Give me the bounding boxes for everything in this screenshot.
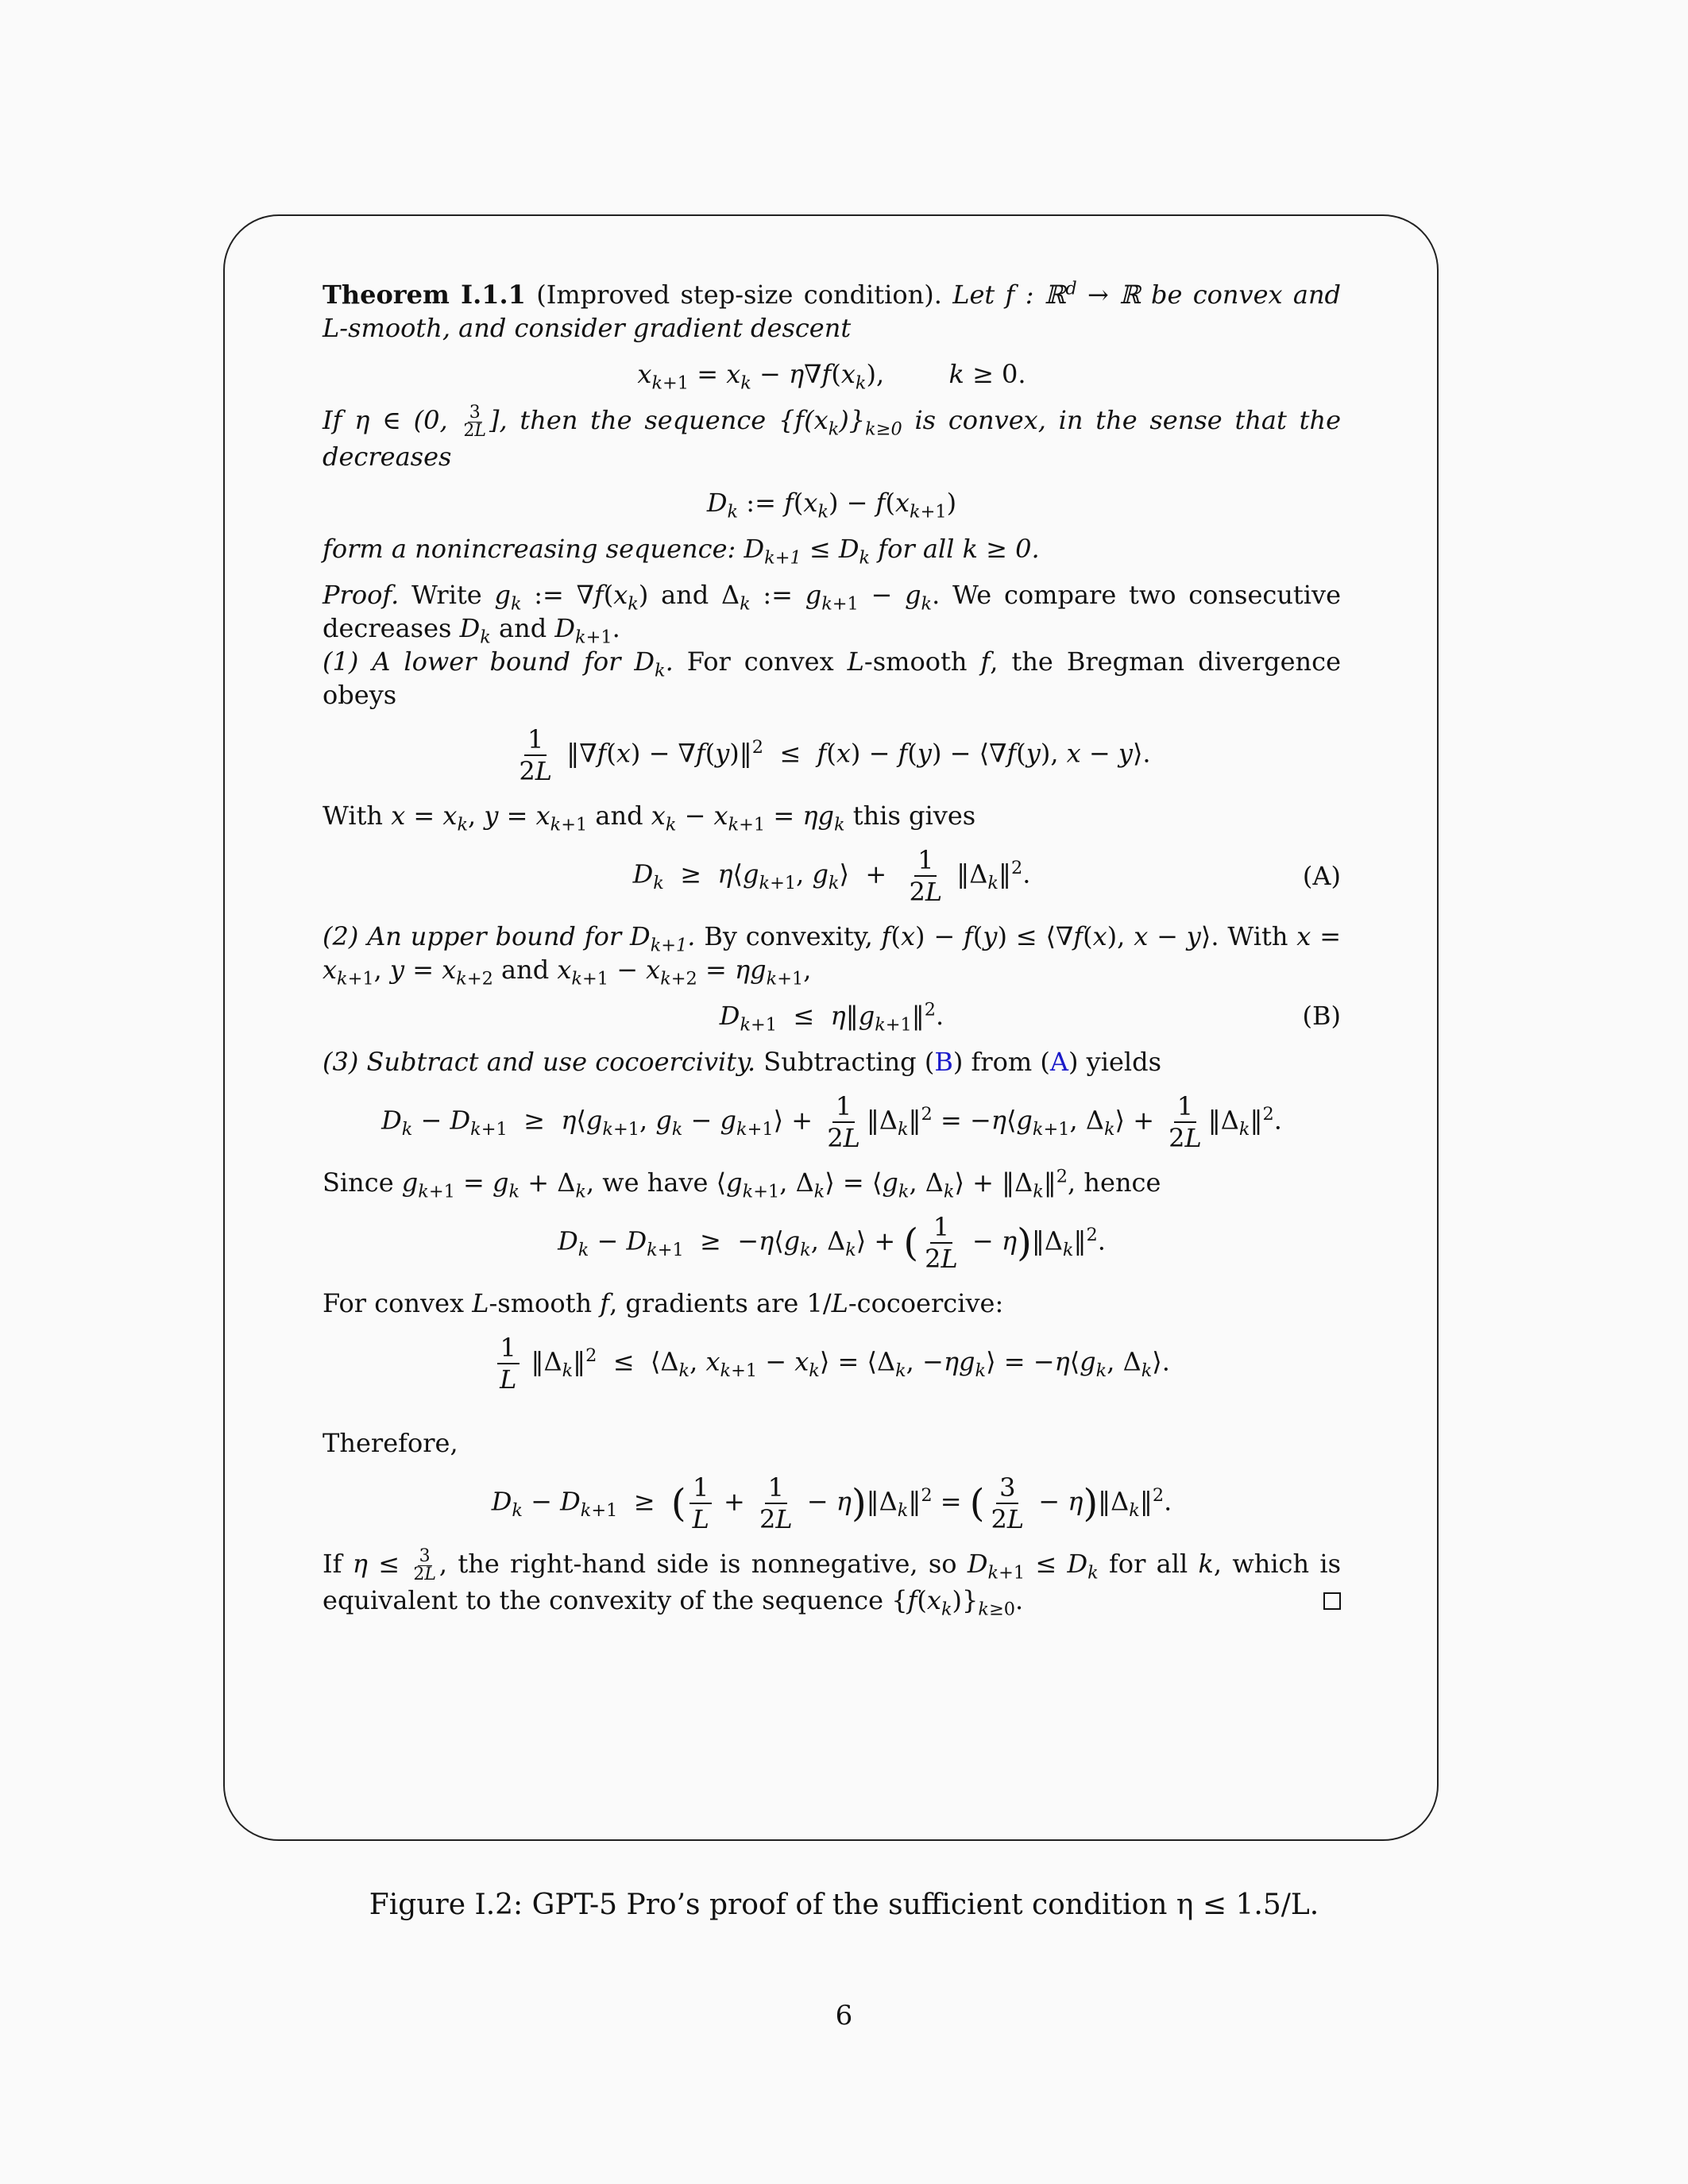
ref-B-link[interactable]: B bbox=[934, 1047, 953, 1077]
theorem-label: Theorem I.1.1 bbox=[323, 280, 526, 310]
equation-gradient-descent: $x_{k+1} = x_k - \eta\nabla f(x_k)$, k ≥ 0. bbox=[637, 359, 1026, 394]
equation-tag-A: (A) bbox=[1302, 861, 1341, 891]
proof-intro: Proof. Write $g_k$ := $\nabla f(x_k)$ and $\Delta_k$ := $g_{k+1} - g_k$. We compare two consecutive decreases $D_k$ and $D_{k+1}$. bbox=[323, 580, 1342, 648]
equation-cocoercivity: $\frac{1}{L}$ $‖\Delta_k‖^2$ ≤ $⟨\Delta_k$, $x_{k+1}$ − $x_k⟩$ = $⟨\Delta_k$, $-\eta g_k⟩$ = $-\eta⟨g_k$, $\Delta_k⟩$. bbox=[323, 1333, 1341, 1395]
proof-step-1: (1) A lower bound for $D_k$. For convex L-smooth f, the Bregman divergence obeys bbox=[323, 646, 1342, 710]
proof-step-3: (3) Subtract and use cocoercivity. Subtracting (B) from (A) yields bbox=[323, 1047, 1162, 1077]
equation-final: $D_k - D_{k+1}$ ≥ ( $\frac{1}{L}$ + $\frac{1}{2L}$ − $\eta)‖\Delta_k‖^2$ = ( $\frac{3}{2L}$ − $\eta)‖\Delta_k‖^2$. bbox=[491, 1472, 1172, 1534]
equation-hence: $D_k - D_{k+1}$ ≥ $-\eta⟨g_k$, $\Delta_k⟩$ + ( $\frac{1}{2L}$ − $\eta)‖\Delta_k‖^2$. bbox=[558, 1212, 1106, 1274]
theorem-statement: Theorem I.1.1 (Improved step-size condition). Let f : ℝ$^d$ → ℝ be convex and L-smooth, and consider gradient descent bbox=[323, 278, 1342, 343]
equation-tag-B: (B) bbox=[1302, 1001, 1341, 1031]
proof-since: Since $g_{k+1} = g_k + \Delta_k$, we have $⟨g_{k+1}$, $\Delta_k⟩$ = $⟨g_k$, $\Delta_k⟩$ + $‖\Delta_k‖^2$, hence bbox=[323, 1166, 1161, 1202]
ref-A-link[interactable]: A bbox=[1049, 1047, 1068, 1077]
page-number: 6 bbox=[835, 2000, 853, 2032]
proof-label: Proof. bbox=[323, 580, 400, 610]
proof-step-1-substitution: With $x = x_k$, $y = x_{k+1}$ and $x_k - x_{k+1} = \eta g_k$ this gives bbox=[323, 801, 976, 835]
equation-decrease-def: $D_k$ := $f(x_k) - f(x_{k+1})$ bbox=[706, 488, 957, 523]
qed-square-icon bbox=[1323, 1592, 1341, 1610]
proof-conclusion: If η ≤ $\frac{3}{2L}$ , the right-hand side is nonnegative, so $D_{k+1} \le D_k$ for all k, which is equivalent to the convexity of the sequence $\{f(x_k)\}_{k\ge 0}$. bbox=[323, 1546, 1342, 1620]
theorem-name: (Improved step-size condition). bbox=[536, 280, 942, 310]
proof-cocoercive: For convex L-smooth f, gradients are 1/L-cocoercive: bbox=[323, 1288, 1004, 1318]
proof-therefore: Therefore, bbox=[323, 1428, 458, 1458]
theorem-conclusion: form a nonincreasing sequence: $D_{k+1} \le D_k$ for all k ≥ 0. bbox=[323, 534, 1040, 569]
figure-caption: Figure I.2: GPT-5 Pro’s proof of the sufficient condition η ≤ 1.5/L. bbox=[369, 1889, 1319, 1921]
theorem-proof-content bbox=[323, 278, 1342, 1620]
proof-step-2: (2) An upper bound for $D_{k+1}$. By convexity, f(x) − f(y) ≤ ⟨∇f(x), x − y⟩. With $x = x_{k+1}$, $y = x_{k+2}$ and $x_{k+1} - x_{k+2} = \eta g_{k+1}$, bbox=[323, 921, 1342, 990]
equation-B: $D_{k+1}$ ≤ $\eta‖g_{k+1}‖^2$. (B) bbox=[719, 999, 1341, 1036]
equation-bregman: $\frac{1}{2L}$ ‖∇f(x) − ∇f(y)‖$^2$ ≤ f(x) − f(y) − ⟨∇f(y), x − y⟩. bbox=[519, 724, 1151, 786]
equation-A: $D_k$ ≥ $\eta⟨g_{k+1}$, $g_k⟩$ + $\frac{1}{2L}$ $‖\Delta_k‖^2$. (A) bbox=[632, 845, 1341, 907]
theorem-condition: If η ∈ (0, $\frac{3}{2L}$ ], then the sequence $\{f(x_k)\}_{k\ge 0}$ is convex, in the sense that the decreases bbox=[323, 403, 1342, 472]
equation-subtract: $D_k - D_{k+1}$ ≥ $\eta⟨g_{k+1}$, $g_k$ − $g_{k+1}⟩$ + $\frac{1}{2L}$ $‖\Delta_k‖^2$ = $-\eta⟨g_{k+1}$, $\Delta_k⟩$ + $\frac{1}{2L}$ $‖\Delta_k‖^2$. bbox=[381, 1091, 1282, 1153]
